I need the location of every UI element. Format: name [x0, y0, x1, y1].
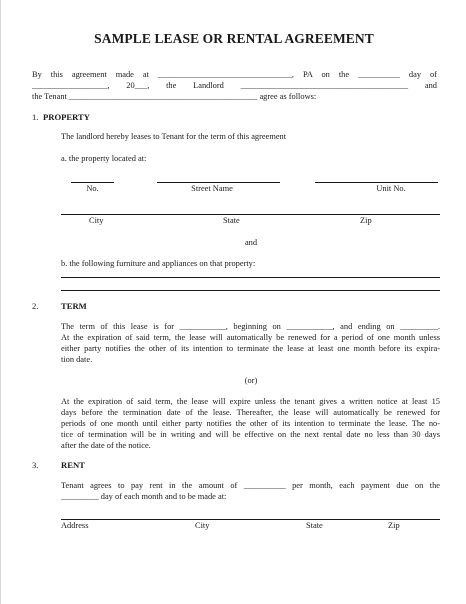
- term-p1-line-1: The term of this lease is for ___________, beginning on ___________, and ending on _________.: [61, 322, 440, 331]
- intro-line-3: the Tenant _____________________________________________ agree as follows:: [32, 92, 317, 101]
- blank-unit-no: [315, 182, 438, 183]
- term-p2-line-5: after the date of the notice.: [61, 441, 151, 450]
- property-text: The landlord hereby leases to Tenant for the term of this agreement: [61, 132, 287, 141]
- label-rent-state: State: [306, 521, 323, 530]
- section-number-rent: 3.: [32, 460, 39, 470]
- label-rent-zip: Zip: [388, 521, 400, 530]
- term-p1-line-2: At the expiration of said term, the lease will automatically be renewed for a period of one month unless: [61, 333, 440, 342]
- blank-street-name: [157, 182, 280, 183]
- blank-furniture-line-1: [61, 277, 440, 278]
- section-number-term: 2.: [32, 301, 39, 311]
- section-heading-term: TERM: [61, 301, 87, 311]
- property-item-a: a. the property located at:: [61, 154, 147, 163]
- label-rent-city: City: [195, 521, 210, 530]
- label-no: No.: [86, 184, 99, 193]
- intro-line-2: __________________, 20___, the Landlord ________________________________________ and: [32, 81, 437, 90]
- label-unit-no: Unit No.: [376, 184, 406, 193]
- term-p2-line-1: At the expiration of said term, the lease will expire unless the tenant gives a written notice at least 15: [61, 397, 440, 406]
- section-number-property: 1.: [32, 112, 39, 122]
- or-text: (or): [244, 376, 258, 385]
- rent-p1-line-2: _________ day of each month and to be made at:: [61, 492, 227, 501]
- label-city: City: [89, 216, 104, 225]
- label-zip: Zip: [360, 216, 372, 225]
- property-item-b: b. the following furniture and appliances on that property:: [61, 259, 256, 268]
- term-p2-line-2: days before the termination date of the lease. Thereafter, the lease will automatically be renewed for: [61, 408, 440, 417]
- section-heading-property: PROPERTY: [43, 112, 90, 122]
- label-street-name: Street Name: [191, 184, 233, 193]
- and-text: and: [244, 238, 258, 247]
- term-p2-line-3: periods of one month until either party notifies the other of its intention to terminate the lease. The no-: [61, 419, 440, 428]
- label-state: State: [223, 216, 240, 225]
- term-p1-line-3: either party notifies the other of its intention to terminate the lease at least one month before its expira-: [61, 344, 440, 353]
- intro-line-1: By this agreement made at ________________________________, PA on the __________ day of: [32, 70, 437, 79]
- blank-payment-address: [61, 519, 440, 520]
- term-p2-line-4: tice of termination will be in writing and will be effective on the next rental date no less than 30 days: [61, 430, 440, 439]
- blank-furniture-line-2: [61, 290, 440, 291]
- blank-unit-number: [71, 182, 114, 183]
- label-address: Address: [61, 521, 89, 530]
- blank-city-state-zip: [61, 214, 440, 215]
- rent-p1-line-1: Tenant agrees to pay rent in the amount of __________ per month, each payment due on the: [61, 481, 440, 490]
- section-heading-rent: RENT: [61, 460, 85, 470]
- term-p1-line-4: tion date.: [61, 355, 93, 364]
- document-title: SAMPLE LEASE OR RENTAL AGREEMENT: [94, 31, 374, 46]
